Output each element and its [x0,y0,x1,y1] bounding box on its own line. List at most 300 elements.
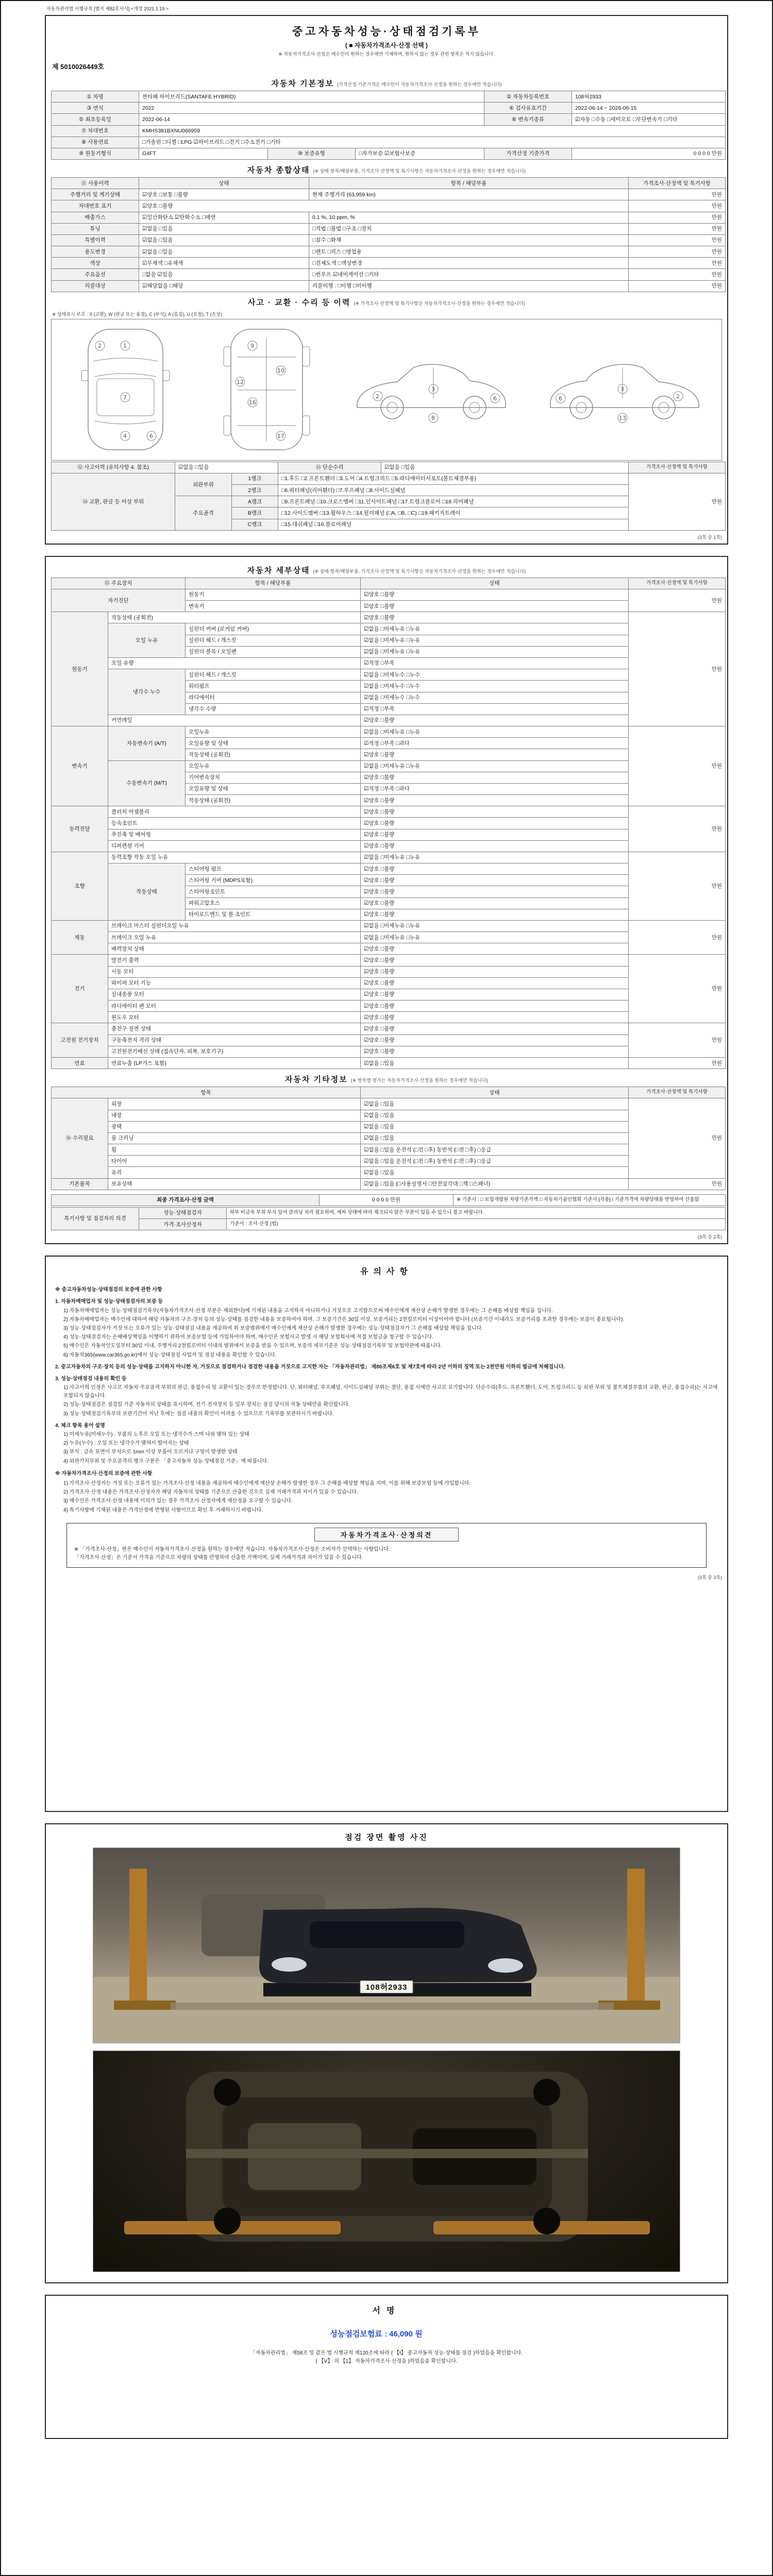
table-row [52,1156,726,1167]
value-cell: 싼타페 하이브리드(SANTAFE HYBRID) [139,91,484,103]
checkbox-cell[interactable]: □침수 □화재 [309,234,629,246]
checkbox-cell[interactable]: ☑해당없음 □해당 [139,280,309,292]
label-cell: ① 차명 [52,91,139,103]
checkbox-cell[interactable]: □적법 □불법 □구조 □장치 [309,223,629,234]
value-cell: 만원 [629,1058,726,1069]
value-cell: 연료누출 (LP가스 포함) [108,1058,361,1069]
checkbox-cell[interactable]: ☑양호 □불량 [361,863,629,875]
checkbox-cell[interactable]: ☑양호 □불량 [361,955,629,966]
table-row [52,818,726,829]
photos-title: 점검 장면 촬영 사진 [345,1833,428,1842]
table-row [52,258,726,269]
value-cell: 보유상태 [108,1178,361,1190]
value-cell: 만원 [629,280,726,292]
value-cell: 실린더 블록 / 오일팬 [186,646,361,657]
value-cell: 만원 [629,1098,726,1178]
checkbox-cell[interactable]: ☑없음 □미세누유 □누유 [361,635,629,646]
value-cell: 동력조향 작동 오일 누유 [108,852,361,863]
label-cell: ⑯ 수리필요 [52,1098,108,1178]
text-line: ( 【Ⅴ】 의 【1】 자동차가격조사·산정을 )하였음을 확인합니다. [315,2359,458,2365]
value-cell: 변속기 [186,601,361,612]
text-line: 6) 자동차365(www.car365.go.kr)에서 성능·상태점검 사업자 및 점검 내용을 확인할 수 있습니다. [63,1352,277,1358]
label-cell: 주요옵션 [52,269,139,280]
text-line: 「자동차관리법」 제58조 및 같은 법 시행규칙 제120조에 따라 ( 【Ⅰ】 중고자동차 성능·상태를 점검 )하였음을 확인합니다. [250,2350,523,2357]
checkbox-cell[interactable]: □전체도색 □색상변경 [309,258,629,269]
checkbox-cell[interactable]: ☑없음 □미세누수 □누수 [361,681,629,692]
value-cell: 실린더 헤드 / 개스킷 [186,669,361,681]
text-line: ※ 중고자동차성능·상태점검의 보증에 관한 사항 [55,1287,162,1293]
checkbox-cell[interactable]: ☑양호 □불량 [361,715,629,726]
table-row [52,726,726,738]
table-row [52,1087,726,1098]
table-row [52,1012,726,1023]
value-cell: 휠 [108,1144,361,1156]
text-line: 4) 특기사항에 기재된 내용은 가격산정에 반영된 사항이므로 확인 후 거래하시기 바랍니다. [63,1507,263,1513]
label-cell: 1랭크 [232,473,278,484]
value-cell: 만원 [629,612,726,726]
label-cell: 특별이력 [52,234,139,246]
checkbox-cell[interactable]: ☑없음 □있음 (□사용설명서 □안전삼각대 □잭 □스패너) [361,1178,629,1190]
label-cell: ⑩ 보증유형 [268,148,356,159]
table-row [52,977,726,989]
text-line: 4. 체크 항목 용어 설명 [55,1422,105,1429]
label-cell: 색상 [52,258,139,269]
value-cell: 배력장치 상태 [108,943,361,955]
value-cell: 타이로드엔드 및 볼 조인트 [186,909,361,920]
label-cell: 동력전달 [52,806,108,852]
checkbox-cell[interactable]: ☑양호 □불량 [361,749,629,760]
checkbox-cell[interactable]: ☑양호 □보통 □불량 [139,189,309,200]
checkbox-cell[interactable]: ☑양호 □불량 [361,589,629,600]
checkbox-cell[interactable]: ☑없음 □미세누유 □누유 [361,646,629,657]
text-line: 3) 성능·상태점검기록부의 보관기간이 지난 후에는 점검 내용의 확인이 어려울 수 있으므로 기록부를 보관하시기 바랍니다. [63,1411,334,1417]
basic-info-table [51,91,726,160]
table-row [52,212,726,223]
fee-value: 46,090 원 [389,2330,423,2339]
checkbox-cell[interactable]: ☑없음 □있음 [139,223,309,234]
inspection-photo-front [93,1848,680,2043]
checkbox-cell[interactable]: ☑양호 □불량 [361,1035,629,1046]
checkbox-cell[interactable]: ☑무채색 □유채색 [139,258,309,269]
table-row [52,829,726,840]
value-cell: ※ 기준서 : □ 보험개발원 차량기준가액 □ 자동차기술인협회 기준서 [적용] / 기준가격에 차량상태를 반영하여 산출함 [453,1194,726,1206]
label-cell: A랭크 [232,496,278,507]
label-cell: ④ 검사유효기간 [484,103,572,114]
label-cell: 가격산정 기준가격 [484,148,572,159]
value-cell: 만원 [629,726,726,806]
detail-state-table [51,578,726,1069]
fee-label: 성능점검보험료 : [330,2330,387,2339]
value-cell: 2022 [139,103,484,114]
value-cell: 시동 모터 [108,966,361,977]
checkbox-cell[interactable]: ☑없음 □미세누유 □누유 [361,932,629,943]
checkbox-cell[interactable]: ☑없음 □있음 [381,462,629,473]
car-diagram-top-view [65,325,186,454]
table-row [52,189,726,200]
form-reference-note: 자동차관리법 시행규칙 [별지 제82호서식] <개정 2021.1.19.> [46,6,169,11]
value-cell: 만원 [629,189,726,200]
text-line: 1) 사고이력 인정은 사고로 자동차 주요골격 부위의 판금, 용접수리 및 교환이 있는 경우로 한정합니다. 단, 쿼터패널, 루프패널, 사이드실패널 부위는 절단, 용접 시에만 사고로 표기합니다. 단순수리(후드, 프론트휀더, 도어, 트렁크리드 등 외판 부위 및 볼트체결부품의 교환, 판금, 용접수리)는 사고에 포함되지 않습니다. [63,1385,718,1399]
value-cell: 만원 [629,1178,726,1190]
checkbox-cell[interactable]: ☑양호 □불량 [361,818,629,829]
notice-body [51,1286,722,1515]
table-row [52,1207,726,1218]
text-line: 3) 부식 : 금속 표면이 부식으로 1mm 이상 부풀어 오르거나 구멍이 발생한 상태 [63,1449,238,1455]
table-row [52,148,726,159]
table-row [52,1046,726,1057]
label-cell: 항목 [52,1087,361,1098]
checkbox-cell[interactable]: ☑양호 □불량 [361,886,629,897]
svg-text:13: 13 [619,415,627,422]
car-diagram-right-side-view [538,351,708,428]
table-row [52,1178,726,1190]
checkbox-cell[interactable]: ☑자동 □수동 □세미오토 □무단변속기 □기타 [572,114,726,125]
table-row [52,920,726,931]
car-damage-diagrams [51,319,722,461]
label-cell: 원동기 [52,612,108,726]
label-cell: C랭크 [232,519,278,530]
checkbox-cell[interactable]: ☑양호 □불량 [361,840,629,852]
sign-statements [51,2347,722,2375]
label-cell: 변속기 [52,726,108,806]
label-cell: 성능·상태점검자 [139,1207,227,1218]
checkbox-cell[interactable]: ☑양호 □불량 [361,1001,629,1012]
text-line: 2) 성능·상태점검은 점검일 기준 자동차의 상태를 표시하며, 전기·전자장치 등 일부 장치는 점검 당시의 작동 상태만을 확인합니다. [63,1402,350,1408]
label-cell: 냉각수 누수 [108,669,186,715]
text-line: 「가격조사·산정」은 기준서 가격을 기준으로 차량의 상태를 반영하여 산출한 가액이며, 실제 거래가격과 차이가 있을 수 있습니다. [74,1554,363,1561]
text-line: 2. 중고자동차의 구조·장치 등의 성능·상태를 고지하지 아니한 자, 거짓으로 점검하거나 점검한 내용을 거짓으로 고지한 자는 「자동차관리법」 제80조제6호 및 제7호에 따라 2년 이하의 징역 또는 2천만원 이하의 벌금에 처해집니다. [55,1364,565,1370]
value-cell: 고전원전기배선 상태 (접속단자, 피복, 보호기구) [108,1046,361,1057]
inspection-insurance-fee [51,2323,722,2347]
checkbox-cell[interactable]: ☑없음 □미세누수 □누수 [361,692,629,703]
checkbox-cell[interactable]: ☑없음 □미세누유 □누유 [361,920,629,931]
label-cell: 자기진단 [52,589,186,612]
value-cell: 룸 크리닝 [108,1132,361,1144]
etc-info-title: 자동차 기타정보 (※ 항목별 평가는 자동차가격조사·산정을 원하는 경우에만 적습니다) [285,1075,488,1084]
checkbox-cell[interactable]: □없음 ☑있음 [139,269,309,280]
label-cell: 자동변속기 (A/T) [108,726,186,761]
checkbox-cell[interactable]: ☑양호 □불량 [361,772,629,783]
table-row [52,246,726,258]
page-indicator: (3쪽 중 2쪽) [697,1234,722,1240]
remarks-table [51,1207,726,1230]
table-row [52,1219,726,1230]
checkbox-cell[interactable]: ☑없음 □있음 [175,462,278,473]
checkbox-cell[interactable]: ☑없음 □있음 [139,246,309,258]
text-line: 2) 가격조사·산정 내용은 가격조사·산정자가 해당 자동차의 상태를 기준으로 산출한 것으로 실제 거래가격과 차이가 있을 수 있습니다. [63,1489,358,1496]
label-cell: ⑦ 차대번호 [52,125,139,137]
page-indicator: (3쪽 중 1쪽) [697,534,722,540]
table-row [52,223,726,234]
svg-text:3: 3 [620,386,625,393]
section-sign [45,2295,728,2439]
checkbox-cell[interactable]: ☑없음 □미세누수 □누수 [361,669,629,681]
svg-text:16: 16 [249,399,257,406]
label-cell: 상태 [361,1087,629,1098]
label-cell: ② 자동차등록번호 [484,91,572,103]
label-cell: 용도변경 [52,246,139,258]
label-cell: ⑧ 사용연료 [52,137,139,148]
value-cell: 만원 [629,223,726,234]
table-row [52,623,726,635]
text-line: 1) 미세누유(미세누수) : 부품의 노후로 오일 또는 냉각수가 스며 나와 맺혀 있는 상태 [63,1432,249,1438]
svg-text:6: 6 [149,433,153,440]
checkbox-cell[interactable]: □가솔린 □디젤 □LPG ☑하이브리드 □전기 □수소전기 □기타 [139,137,726,148]
text-line: 3) 매수인은 가격조사·산정 내용에 이의가 있는 경우 가격조사·산정자에게 재산정을 요구할 수 있습니다. [63,1498,293,1504]
price-survey-select[interactable]: ( ■ 자동차가격조사·산정 선택 ) [345,42,428,49]
checkbox-cell[interactable]: ☑양호 □불량 [361,909,629,920]
value-cell: 실린더 헤드 / 개스킷 [186,635,361,646]
value-cell: 작동상태 (공회전) [186,749,361,760]
label-cell: 상태 [361,578,629,589]
checkbox-cell[interactable]: ☑양호 □불량 [139,200,629,212]
label-cell: 가격·조사산정자 [139,1219,227,1230]
checkbox-cell[interactable]: 리콜이행 : □이행 □미이행 [309,280,629,292]
checkbox-cell[interactable]: ☑양호 □불량 [361,795,629,806]
label-cell: 최종 가격조사·산정 금액 [52,1194,320,1206]
svg-text:12: 12 [237,379,244,386]
table-row [52,760,726,772]
svg-text:1: 1 [123,343,127,350]
checkbox-cell[interactable]: ☑양호 □불량 [361,1046,629,1057]
svg-text:7: 7 [123,394,127,401]
value-cell: 충전구 절연 상태 [108,1023,361,1035]
table-row [52,137,726,148]
checkbox-cell[interactable]: □자가보증 ☑보험사보증 [356,148,484,159]
text-line: 1. 자동차매매업자 및 성능·상태점검자의 보증 등 [55,1299,163,1305]
checkbox-cell[interactable]: ☑없음 □미세누유 □누유 [361,760,629,772]
label-cell: 고전원 전기장치 [52,1023,108,1058]
value-cell: 오일누유 [186,726,361,738]
svg-text:6: 6 [559,395,563,402]
photo-under-scene [93,2051,680,2272]
table-row [52,852,726,863]
label-cell: 조향 [52,852,108,920]
table-row [52,669,726,681]
section-photos [45,1823,728,2283]
table-row [52,715,726,726]
price-opinion-box [66,1523,707,1568]
checkbox-cell[interactable]: ☑적정 □부족 [361,657,629,669]
value-cell: 브레이크 오일 누유 [108,932,361,943]
value-cell: 하부 비금속 부위 부식 있어 클리닝 처리 필요하며, 세차 상태에 따라 체크되지 않은 부분이 있을 수 있으니 참고 바랍니다. [227,1207,726,1218]
checkbox-cell[interactable]: ☑양호 □불량 [361,943,629,955]
table-row [52,1132,726,1144]
value-cell: 만원 [629,212,726,223]
checkbox-cell[interactable]: □6.쿼터패널(리어휀더) □7.루프패널 □8.사이드실패널 [278,485,629,496]
svg-text:10: 10 [277,367,285,375]
label-cell: ⑫ 사고이력 (유의사항 4. 참조) [52,462,175,473]
checkbox-cell[interactable]: ☑양호 □불량 [361,989,629,1000]
label-cell: 가격조사·산정액 및 특기사항 [629,578,726,589]
label-cell: 2랭크 [232,485,278,496]
value-cell: 만원 [629,258,726,269]
value-cell: 오일유량 및 상태 [186,738,361,749]
label-cell: ⑮ 주요장치 [52,578,186,589]
table-row [52,955,726,966]
license-plate: 108허2933 [360,1980,413,1993]
section-detail-state [45,556,728,1244]
value-cell: 실내송풍 모터 [108,989,361,1000]
table-row [52,943,726,955]
checkbox-cell[interactable]: ☑양호 □불량 [361,601,629,612]
table-row [52,234,726,246]
checkbox-cell[interactable]: ☑양호 □불량 [361,806,629,818]
label-cell: 상태 [139,178,309,189]
value-cell: 원동기 [186,589,361,600]
label-cell: 수동변속기 (M/T) [108,760,186,806]
checkbox-cell[interactable]: ☑적정 □부족 □과다 [361,738,629,749]
document-title: 중고자동차성능·상태점검기록부 [292,26,481,38]
photo-front-scene [93,1848,680,2043]
value-cell: 만원 [629,806,726,852]
text-line: 2) 자동차매매업자는 매수인에 대하여 해당 자동차의 구조·장치 등의 성능·상태를 점검한 내용을 보증하여야 하며, 그 보증기간은 30일 이상, 보증거리는 2천킬로미터 이상이어야 합니다 (보증기간 이내라도 보증거리를 초과한 경우에는 보증이 종료됩니다). [63,1316,625,1323]
value-cell: 와이퍼 모터 기능 [108,977,361,989]
value-cell: 만원 [629,234,726,246]
text-line: 4) 성능·상태점검자는 손해배상책임을 이행하기 위하여 보증보험 등에 가입하여야 하며, 매수인은 보험사고 발생 시 해당 보험회사에 직접 보험금을 청구할 수 있습니다. [63,1334,433,1341]
value-cell: 라디에이터 [186,692,361,703]
checkbox-cell[interactable]: ☑없음 □있음 운전석 (□전 □후) 동반석 (□전 □후) □응급 [361,1144,629,1156]
table-row [52,114,726,125]
label-cell: 기본품목 [52,1178,108,1190]
checkbox-cell[interactable]: ☑양호 □불량 [361,829,629,840]
value-cell: 만원 [629,852,726,920]
table-row [52,125,726,137]
overall-state-table [51,177,726,292]
checkbox-cell[interactable]: □썬루프 ☑네비게이션 □기타 [309,269,629,280]
checkbox-cell[interactable]: ☑양호 □불량 [361,612,629,623]
label-cell: 전기 [52,955,108,1023]
table-row [52,806,726,818]
checkbox-cell[interactable]: ☑양호 □불량 [361,1023,629,1035]
value-cell: 커먼레일 [108,715,361,726]
basic-info-title: 자동차 기본정보 (가격산정 기준가격은 매수인이 자동차가격조사·산정을 원하는 경우에만 적습니다) [271,79,502,88]
table-row [52,1121,726,1132]
car-diagram-underbody-view [206,325,327,454]
label-cell: 튜닝 [52,223,139,234]
checkbox-cell[interactable]: □1.후드 □2.프론트휀더 □3.도어 □4.트렁크리드 □5.라디에이터서포트(볼트체결부품) [278,473,629,484]
value-cell: 스티어링 펌프 [186,863,361,875]
text-line: 3. 성능·상태점검 내용의 확인 등 [55,1376,127,1382]
value-cell: KMHS381BXNU066959 [139,125,726,137]
page-indicator: (3쪽 중 3쪽) [697,1575,722,1581]
checkbox-cell[interactable]: ☑적정 □부족 □과다 [361,783,629,794]
table-row [52,578,726,589]
value-cell: 스티어링조인트 [186,886,361,897]
label-cell: 가격조사·산정액 및 특기사항 [629,462,726,473]
table-row [52,589,726,600]
checkbox-cell[interactable]: ☑없음 □있음 [139,234,309,246]
checkbox-cell[interactable]: ☑없음 □있음 [361,1058,629,1069]
checkbox-cell[interactable]: ☑없음 □미세누유 □누유 [361,726,629,738]
checkbox-cell[interactable]: ☑없음 □있음 [361,1098,629,1110]
checkbox-cell[interactable]: ☑없음 □있음 [361,1167,629,1178]
checkbox-cell[interactable]: ☑양호 □불량 [361,966,629,977]
table-row [52,1001,726,1012]
label-cell: 외판부위 [175,473,232,496]
checkbox-cell[interactable]: ☑적정 □부족 [361,703,629,715]
label-cell: 가격조사·산정액 및 특기사항 [629,178,726,189]
table-row [52,932,726,943]
value-cell: 현재 주행거리 (63,959 km) [309,189,629,200]
history-title: 사고 · 교환 · 수리 등 이력 (※ 가격조사·산정액 및 특기사항은 자동차가격조사·산정을 원하는 경우에만 적습니다) [247,298,526,307]
history-table [51,462,726,531]
value-cell: 만원 [629,473,726,530]
value-cell: 108허2933 [572,91,726,103]
value-cell: 라디에이터 팬 모터 [108,1001,361,1012]
checkbox-cell[interactable]: ☑없음 □있음 [361,1121,629,1132]
label-cell: ⑨ 원동기형식 [52,148,139,159]
checkbox-cell[interactable]: ☑양호 □불량 [361,977,629,989]
checkbox-cell[interactable]: ☑없음 □미세누유 □누유 [361,852,629,863]
checkbox-cell[interactable]: ☑없음 □있음 [361,1132,629,1144]
value-cell: 만원 [629,955,726,1023]
table-row [52,462,726,473]
checkbox-cell[interactable]: ☑양호 □불량 [361,875,629,886]
label-cell: 가격조사·산정액 및 특기사항 [629,1087,726,1098]
label-cell: ⑤ 최초등록일 [52,114,139,125]
value-cell: 만원 [629,589,726,612]
table-row [52,473,726,484]
value-cell: 등속조인트 [108,818,361,829]
checkbox-cell[interactable]: ☑양호 □불량 [361,1012,629,1023]
value-cell: 추진축 및 베어링 [108,829,361,840]
table-row [52,200,726,212]
checkbox-cell[interactable]: □12.사이드멤버 □13.휠하우스 □14.필러패널 (□A, □B, □C) □19.패키지트레이 [278,507,629,519]
table-row [52,91,726,103]
label-cell: 항목 / 해당부품 [309,178,629,189]
checkbox-cell[interactable]: ☑없음 □있음 [361,1110,629,1121]
table-row [52,178,726,189]
label-cell: 특기사항 및 점검자의 의견 [52,1207,139,1230]
svg-text:9: 9 [250,343,255,350]
table-row [52,103,726,114]
value-cell: 발전기 출력 [108,955,361,966]
checkbox-cell[interactable]: □15.대쉬패널 □16.플로어패널 [278,519,629,530]
text-line: 2) 누유(누수) : 오일 또는 냉각수가 맺혀서 떨어지는 상태 [63,1440,189,1447]
checkbox-cell[interactable]: □9.프론트패널 □10.크로스멤버 □11.인사이드패널 □17.트렁크플로어 □18.리어패널 [278,496,629,507]
checkbox-cell[interactable]: ☑일산화탄소 ☑탄화수소 □매연 [139,212,309,223]
value-cell: 2022-06-14 ~ 2026-06-15 [572,103,726,114]
table-row [52,1035,726,1046]
svg-text:2: 2 [97,343,102,350]
value-cell: 내장 [108,1110,361,1121]
value-cell: 만원 [629,200,726,212]
table-row [52,1098,726,1110]
value-cell: 작동상태 (공회전) [186,795,361,806]
value-cell: 스티어링 기어 (MDPS포함) [186,875,361,886]
price-survey-select-note: ※ 자동차가격조사·산정은 매수인이 원하는 경우에만 기재하며, 원하지 않는 경우 관련 항목은 적지 않습니다. [278,52,495,57]
checkbox-cell[interactable]: □렌트 □리스 □영업용 [309,246,629,258]
text-line: 5) 매수인은 자동차인도일부터 30일 이내, 주행거리 2천킬로미터 이내의 범위에서 보증을 받을 수 있으며, 보증의 세부기준은 성능·상태점검기록부 및 보험약관에 따릅니다. [63,1343,442,1349]
table-row [52,1144,726,1156]
value-cell: 워터펌프 [186,681,361,692]
checkbox-cell[interactable]: ☑없음 □미세누유 □누유 [361,623,629,635]
label-cell: 주요골격 [175,496,232,531]
price-opinion-body [74,1546,699,1562]
overall-state-title: 자동차 종합상태 (※ 상태·항목/해당부품, 가격조사·산정액 및 특기사항은 자동차가격조사·산정을 원하는 경우에만 적습니다) [247,166,526,175]
checkbox-cell[interactable]: ☑없음 □있음 운전석 (□전 □후) 동반석 (□전 □후) □응급 [361,1156,629,1167]
value-cell: 0 0 0 0 만원 [572,148,726,159]
checkbox-cell[interactable]: ☑양호 □불량 [361,897,629,909]
label-cell[interactable]: ⑥ 변속기종류 [484,114,572,125]
document-number: 제 5010026449호 [52,63,105,71]
label-cell: 제동 [52,920,108,955]
notice-title: 유의사항 [360,1267,413,1277]
table-row [52,989,726,1000]
label-cell: 연료 [52,1058,108,1069]
text-line: ※ 자동차가격조사·산정의 보증에 관한 사항 [55,1470,153,1477]
